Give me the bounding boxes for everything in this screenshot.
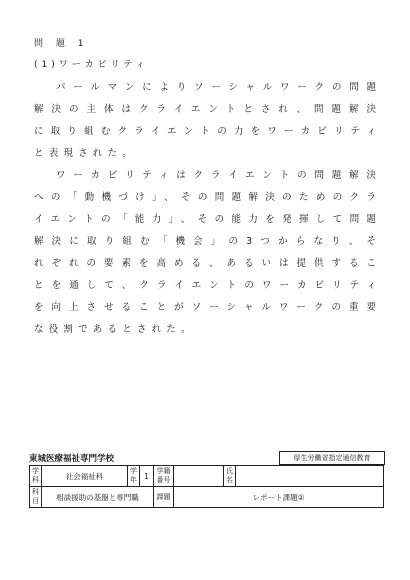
assignment-label: 課題 (154, 487, 174, 508)
department-value: 社会福祉科 (42, 466, 128, 487)
school-name: 東城医療福祉専門学校 (29, 454, 115, 464)
paragraph-line: な役割であるとされた。 (34, 324, 196, 335)
subject-label: 科目 (30, 487, 42, 508)
year-label: 学年 (128, 466, 140, 487)
subject-value: 相談援助の基盤と専門職 (42, 487, 154, 508)
paragraph-line: れぞれの要素を高める、あるいは提供するこ (34, 258, 376, 269)
paragraph-line: 解決に取り組む「機会」の3つからなり、そ (34, 236, 376, 247)
paragraph-line: パールマンによりソーシャルワークの問題 (56, 82, 376, 93)
paragraph-line: ワーカビリティはクライエントの問題解決 (56, 170, 376, 181)
paragraph-line: 解決の主体はクライエントとされ、問題解決 (34, 104, 376, 115)
department-label: 学科 (30, 466, 42, 487)
accreditation-stamp: 厚生労働省指定通信教育 (279, 451, 385, 465)
subheading: (1)ワーカビリティ (34, 60, 149, 70)
paragraph-line: への「動機づけ」、その問題解決のためのクラ (34, 192, 376, 203)
student-info-table (29, 465, 384, 508)
student-id-value (174, 466, 224, 487)
name-label: 氏名 (224, 466, 236, 487)
paragraph-line: とを通して、クライエントのワーカビリティ (34, 280, 376, 291)
name-value (236, 466, 384, 487)
student-id-label: 学籍番号 (154, 466, 174, 487)
paragraph-line: と表現された。 (34, 148, 137, 159)
paragraph-line: を向上させることがソーシャルワークの重要 (34, 302, 376, 313)
paragraph-line: に取り組むクライエントの力をワーカビリティ (34, 126, 376, 137)
assignment-value: レポート課題② (174, 487, 384, 508)
year-value: 1 (140, 466, 154, 487)
paragraph-line: イエントの「能力」、その能力を発揮して問題 (34, 214, 376, 225)
question-title: 問 題 1 (34, 39, 89, 49)
